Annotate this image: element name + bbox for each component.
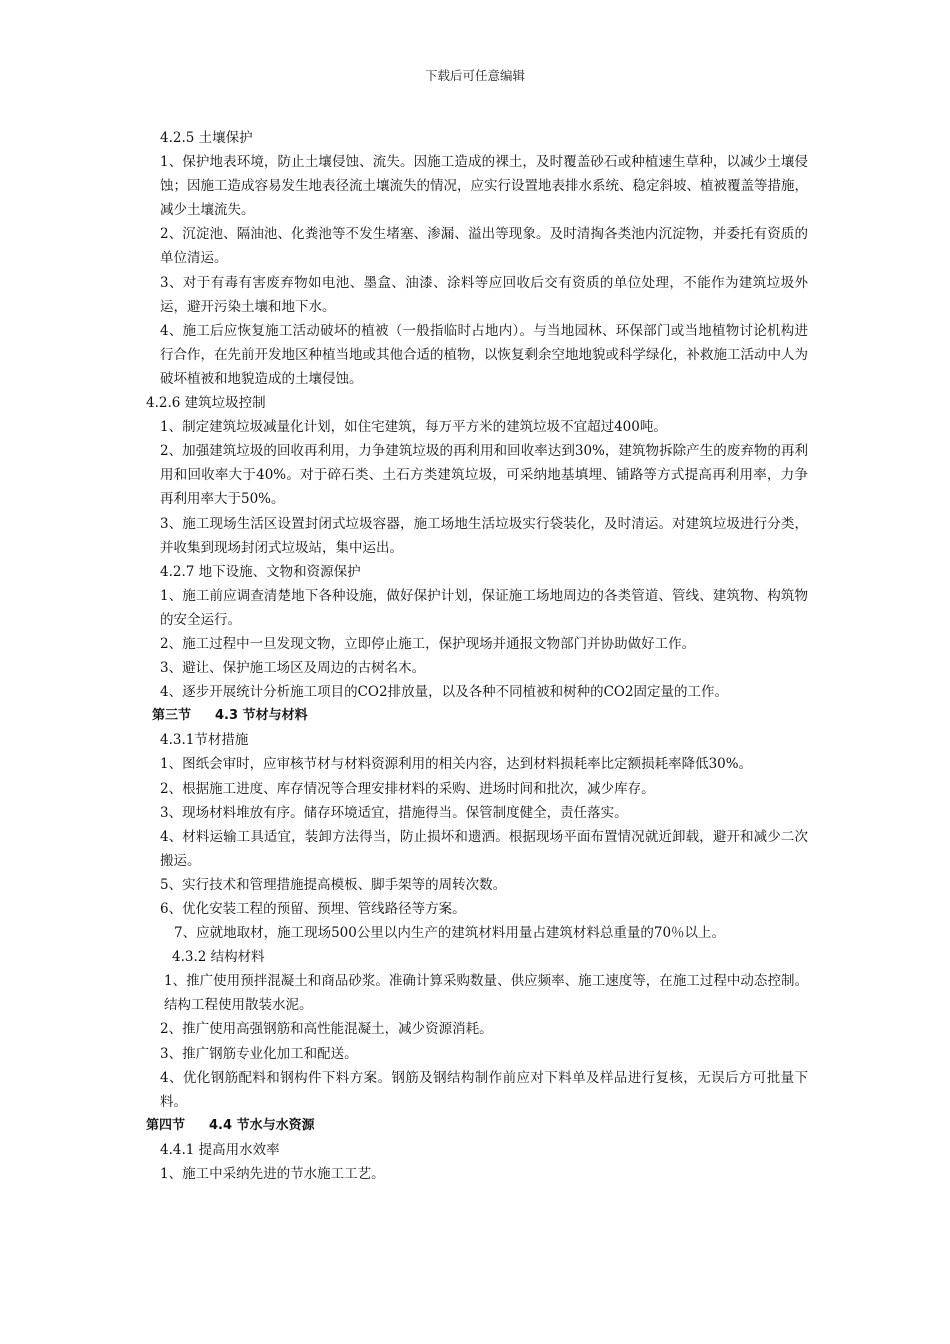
paragraph: 3、现场材料堆放有序。储存环境适宜，措施得当。保管制度健全，责任落实。 xyxy=(160,804,628,821)
section-label: 第三节 xyxy=(152,708,192,724)
paragraph: 1、制定建筑垃圾减量化计划，如住宅建筑，每万平方米的建筑垃圾不宜超过400吨。 xyxy=(160,419,667,436)
paragraph: 4、施工后应恢复施工活动破坏的植被（一般指临时占地内）。与当地园林、环保部门或当地植物讨论机构进行合作，在先前开发地区种植当地或其他合适的植物，以恢复剩余空地地貌或科学绿化，补救施工活动中人为破坏植被和地貌造成的土壤侵蚀。 xyxy=(160,322,808,387)
section-heading-4-2-5: 4.2.5 土壤保护 xyxy=(160,130,253,146)
paragraph: 2、加强建筑垃圾的回收再利用，力争建筑垃圾的再利用和回收率达到30%，建筑物拆除产生的废弃物的再利用和回收率大于40%。对于碎石类、土石方类建筑垃圾，可采纳地基填埋、铺路等方式提高再利用率，力争再利用率大于50%。 xyxy=(160,443,808,508)
paragraph: 2、推广使用高强钢筋和高性能混凝土，减少资源消耗。 xyxy=(160,1021,493,1038)
paragraph: 3、避让、保护施工场区及周边的古树名木。 xyxy=(160,660,426,677)
section-title: 4.4 节水与水资源 xyxy=(209,1117,315,1133)
paragraph: 2、施工过程中一旦发现文物，立即停止施工，保护现场并通报文物部门并协助做好工作。 xyxy=(160,635,696,652)
paragraph: 5、实行技术和管理措施提高模板、脚手架等的周转次数。 xyxy=(160,876,507,893)
paragraph: 4、逐步开展统计分析施工项目的CO2排放量，以及各种不同植被和树种的CO2固定量的工作。 xyxy=(160,684,729,701)
paragraph: 1、推广使用预拌混凝土和商品砂浆。准确计算采购数量、供应频率、施工速度等，在施工过程中动态控制。结构工程使用散装水泥。 xyxy=(164,973,808,1014)
paragraph: 6、优化安装工程的预留、预埋、管线路径等方案。 xyxy=(160,901,466,917)
paragraph: 1、施工中采纳先进的节水施工工艺。 xyxy=(160,1166,385,1183)
paragraph: 4、材料运输工具适宜，装卸方法得当，防止损坏和遗洒。根据现场平面布置情况就近卸载，避开和减少二次搬运。 xyxy=(160,828,808,869)
document-body xyxy=(146,126,808,1186)
paragraph: 3、对于有毒有害废弃物如电池、墨盒、油漆、涂料等应回收后交有资质的单位处理，不能作为建筑垃圾外运，避开污染土壤和地下水。 xyxy=(160,274,808,315)
section-heading-4-2-6: 4.2.6 建筑垃圾控制 xyxy=(146,395,266,412)
section-heading-4-3-2: 4.3.2 结构材料 xyxy=(172,949,265,966)
paragraph: 1、保护地表环境，防止土壤侵蚀、流失。因施工造成的裸土，及时覆盖砂石或种植速生草种，以减少土壤侵蚀；因施工造成容易发生地表径流土壤流失的情况，应实行设置地表排水系统、稳定斜坡、植被覆盖等措施，减少土壤流失。 xyxy=(160,154,808,219)
section-title: 4.3 节材与材料 xyxy=(215,708,308,724)
paragraph: 7、应就地取材，施工现场500公里以内生产的建筑材料用量占建筑材料总重量的70％以上。 xyxy=(174,925,726,942)
paragraph: 1、施工前应调查清楚地下各种设施，做好保护计划，保证施工场地周边的各类管道、管线、建筑物、构筑物的安全运行。 xyxy=(160,587,808,628)
chapter-heading-section-3 xyxy=(146,704,808,728)
section-heading-4-3-1: 4.3.1节材措施 xyxy=(160,732,249,749)
paragraph: 3、施工现场生活区设置封闭式垃圾容器，施工场地生活垃圾实行袋装化，及时清运。对建筑垃圾进行分类，并收集到现场封闭式垃圾站，集中运出。 xyxy=(160,515,808,556)
paragraph: 3、推广钢筋专业化加工和配送。 xyxy=(160,1045,358,1062)
paragraph: 4、优化钢筋配料和钢构件下料方案。钢筋及钢结构制作前应对下料单及样品进行复核，无误后方可批量下料。 xyxy=(160,1069,808,1110)
chapter-heading-section-4 xyxy=(146,1114,808,1138)
paragraph: 1、图纸会审时，应审核节材与材料资源利用的相关内容，达到材料损耗率比定额损耗率降低30%。 xyxy=(160,756,753,773)
section-heading-4-2-7: 4.2.7 地下设施、文物和资源保护 xyxy=(160,563,361,580)
paragraph: 2、沉淀池、隔油池、化粪池等不发生堵塞、渗漏、溢出等现象。及时清掏各类池内沉淀物，并委托有资质的单位清运。 xyxy=(160,226,808,267)
page-header: 下载后可任意编辑 xyxy=(424,68,525,83)
section-label: 第四节 xyxy=(146,1117,186,1133)
paragraph: 2、根据施工进度、库存情况等合理安排材料的采购、进场时间和批次，减少库存。 xyxy=(160,780,655,797)
section-heading-4-4-1: 4.4.1 提高用水效率 xyxy=(160,1141,280,1158)
